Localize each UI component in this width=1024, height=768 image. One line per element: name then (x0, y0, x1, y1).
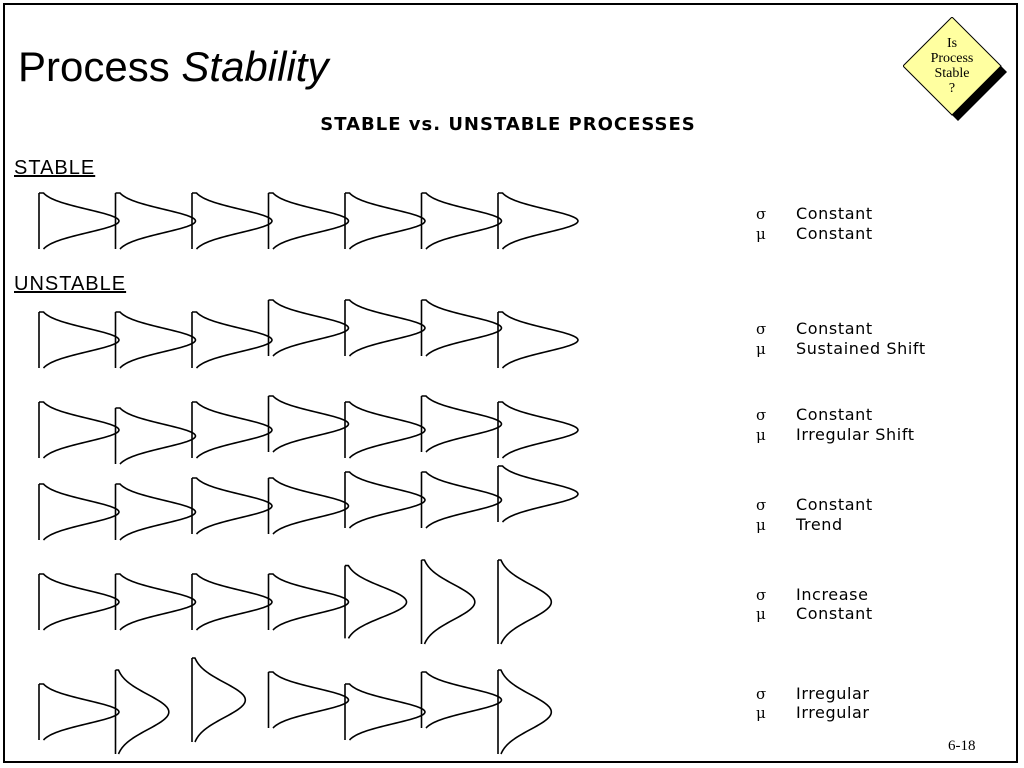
mu-value: Irregular (796, 703, 870, 722)
distribution-curve (269, 574, 349, 630)
distribution-curve (269, 396, 349, 452)
distribution-curve (39, 312, 119, 368)
distribution-curve (498, 670, 551, 754)
distribution-curve (39, 402, 119, 458)
distribution-curve (498, 466, 578, 522)
distribution-curve (116, 408, 196, 464)
mu-symbol: μ (756, 605, 767, 623)
distribution-curve (116, 312, 196, 368)
legend-mu-row (756, 425, 915, 445)
distribution-curve (192, 402, 272, 458)
distribution-curve (498, 193, 578, 249)
distribution-curve (269, 672, 349, 728)
sigma-symbol: σ (756, 586, 767, 604)
distribution-curve (422, 300, 502, 356)
sigma-symbol: σ (756, 320, 767, 338)
distribution-curve (269, 300, 349, 356)
page-number: 6-18 (948, 738, 976, 754)
distribution-curve (192, 574, 272, 630)
mu-value: Constant (796, 224, 873, 243)
badge-line: Is (946, 36, 958, 51)
distribution-curve (422, 193, 502, 249)
distribution-curve (422, 560, 475, 644)
distribution-curve (345, 472, 425, 528)
sigma-value: Constant (796, 495, 873, 514)
legend-sigma-row (756, 405, 873, 425)
distribution-curve (192, 658, 245, 742)
distribution-curve (39, 574, 119, 630)
distribution-curve (39, 484, 119, 540)
mu-symbol: μ (756, 704, 767, 722)
distribution-curve (116, 484, 196, 540)
legend-sigma-row (756, 495, 873, 515)
unstable-section-label: UNSTABLE (14, 273, 127, 295)
distribution-curve (498, 402, 578, 458)
distribution-curve (39, 684, 119, 740)
mu-value: Irregular Shift (796, 425, 915, 444)
distribution-curve (422, 396, 502, 452)
mu-value: Trend (796, 515, 843, 534)
distribution-curve (345, 402, 425, 458)
badge-line: ? (948, 81, 956, 96)
badge-line: Stable (934, 66, 970, 81)
distribution-curve (345, 193, 425, 249)
sigma-value: Irregular (796, 684, 870, 703)
distribution-curve (345, 566, 407, 639)
mu-symbol: μ (756, 516, 767, 534)
mu-symbol: μ (756, 225, 767, 243)
mu-value: Sustained Shift (796, 339, 926, 358)
sigma-symbol: σ (756, 685, 767, 703)
distribution-curve (116, 670, 169, 754)
distribution-curve (345, 300, 425, 356)
legend-mu-row (756, 703, 870, 723)
distribution-curve (39, 193, 119, 249)
sigma-symbol: σ (756, 496, 767, 514)
sigma-value: Constant (796, 319, 873, 338)
sigma-value: Constant (796, 405, 873, 424)
distribution-curve (345, 684, 425, 740)
distribution-curve (498, 312, 578, 368)
distribution-curve (192, 193, 272, 249)
mu-value: Constant (796, 604, 873, 623)
distribution-curve (192, 478, 272, 534)
distribution-curve (422, 472, 502, 528)
legend-mu-row (756, 604, 873, 624)
sigma-value: Increase (796, 585, 869, 604)
title-plain: Process (18, 43, 170, 90)
stable-section-label: STABLE (14, 157, 96, 179)
legend-mu-row (756, 339, 926, 359)
legend-sigma-row (756, 319, 873, 339)
mu-symbol: μ (756, 340, 767, 358)
legend-sigma-row (756, 684, 870, 704)
distribution-curve (269, 478, 349, 534)
distribution-curve (192, 312, 272, 368)
sigma-symbol: σ (756, 205, 767, 223)
mu-symbol: μ (756, 426, 767, 444)
distribution-curve (116, 193, 196, 249)
distribution-curve (269, 193, 349, 249)
legend-sigma-row (756, 585, 869, 605)
legend-mu-row (756, 224, 873, 244)
distribution-curve (422, 672, 502, 728)
distribution-curve (116, 574, 196, 630)
sigma-value: Constant (796, 204, 873, 223)
title-italic: Stability (181, 43, 329, 90)
distribution-curve (498, 560, 551, 644)
legend-mu-row (756, 515, 843, 535)
sigma-symbol: σ (756, 406, 767, 424)
legend-sigma-row (756, 204, 873, 224)
slide-subtitle: STABLE vs. UNSTABLE PROCESSES (320, 114, 696, 135)
badge-line: Process (930, 51, 974, 66)
